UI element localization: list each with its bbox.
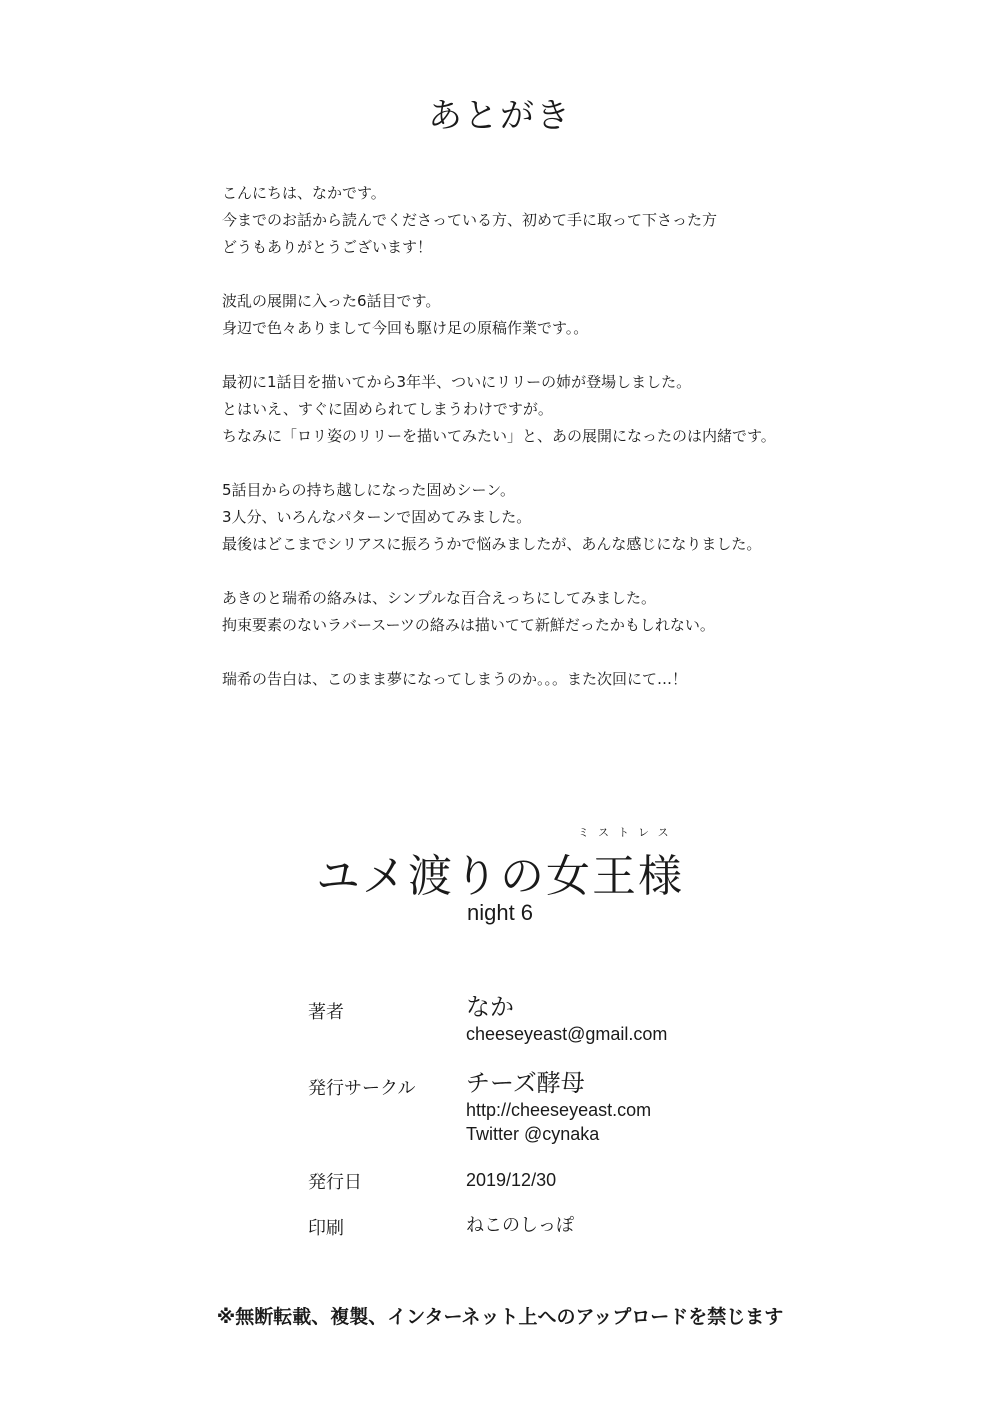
afterword-line: とはいえ、すぐに固められてしまうわけですが。 (222, 400, 553, 418)
book-title-block (0, 826, 1000, 904)
afterword-line: どうもありがとうございます！ (222, 238, 433, 256)
book-title: ユメ渡りの女王様 (316, 851, 684, 902)
afterword-paragraph (222, 666, 922, 693)
printer-value: ねこのしっぽ (466, 1215, 574, 1236)
afterword-line: 最後はどこまでシリアスに振ろうかで悩みましたが、あんな感じになりました。 (222, 535, 762, 553)
date-values (466, 1168, 766, 1192)
circle-name: チーズ酵母 (466, 1069, 585, 1097)
book-title-wrap (316, 826, 684, 904)
copyright-notice: ※無断転載、複製、インターネット上へのアップロードを禁じます (216, 1306, 784, 1328)
afterword-body (222, 180, 922, 720)
afterword-line: 最初に1話目を描いてから3年半、ついにリリーの姉が登場しました。 (222, 373, 692, 391)
circle-twitter: Twitter @cynaka (466, 1124, 600, 1144)
afterword-line: ちなみに「ロリ姿のリリーを描いてみたい」と、あの展開になったのは内緒です。 (222, 427, 776, 445)
author-label: 著者 (308, 1002, 344, 1023)
afterword-line: あきのと瑞希の絡みは、シンプルな百合えっちにしてみました。 (222, 589, 657, 607)
printer-values (466, 1214, 766, 1238)
afterword-line: 身辺で色々ありまして今回も駆け足の原稿作業です。。 (222, 319, 589, 337)
author-name: なか (466, 993, 514, 1021)
date-label: 発行日 (308, 1172, 362, 1193)
author-values (466, 992, 766, 1046)
afterword-line: 今までのお話から読んでくださっている方、初めて手に取って下さった方 (222, 211, 718, 229)
afterword-line: 5話目からの持ち越しになった固めシーン。 (222, 481, 516, 499)
book-subtitle: night 6 (466, 900, 534, 925)
afterword-paragraph (222, 585, 922, 639)
date-value: 2019/12/30 (466, 1170, 557, 1190)
afterword-paragraph (222, 180, 922, 261)
circle-url: http://cheeseyeast.com (466, 1100, 652, 1120)
afterword-paragraph (222, 369, 922, 450)
author-email: cheeseyeast@gmail.com (466, 1024, 668, 1044)
afterword-line: 瑞希の告白は、このまま夢になってしまうのか。。。また次回にて…！ (222, 670, 688, 688)
afterword-line: 拘束要素のないラバースーツの絡みは描いてて新鮮だったかもしれない。 (222, 616, 715, 634)
circle-values (466, 1068, 766, 1146)
afterword-paragraph (222, 288, 922, 342)
afterword-line: 3人分、いろんなパターンで固めてみました。 (222, 508, 532, 526)
afterword-line: 波乱の展開に入った6話目です。 (222, 292, 441, 310)
afterword-line: こんにちは、なかです。 (222, 184, 386, 202)
circle-label: 発行サークル (308, 1078, 416, 1099)
afterword-paragraph (222, 477, 922, 558)
afterword-title: あとがき (428, 96, 572, 136)
book-title-ruby: ミストレス (578, 826, 678, 839)
printer-label: 印刷 (308, 1218, 344, 1239)
